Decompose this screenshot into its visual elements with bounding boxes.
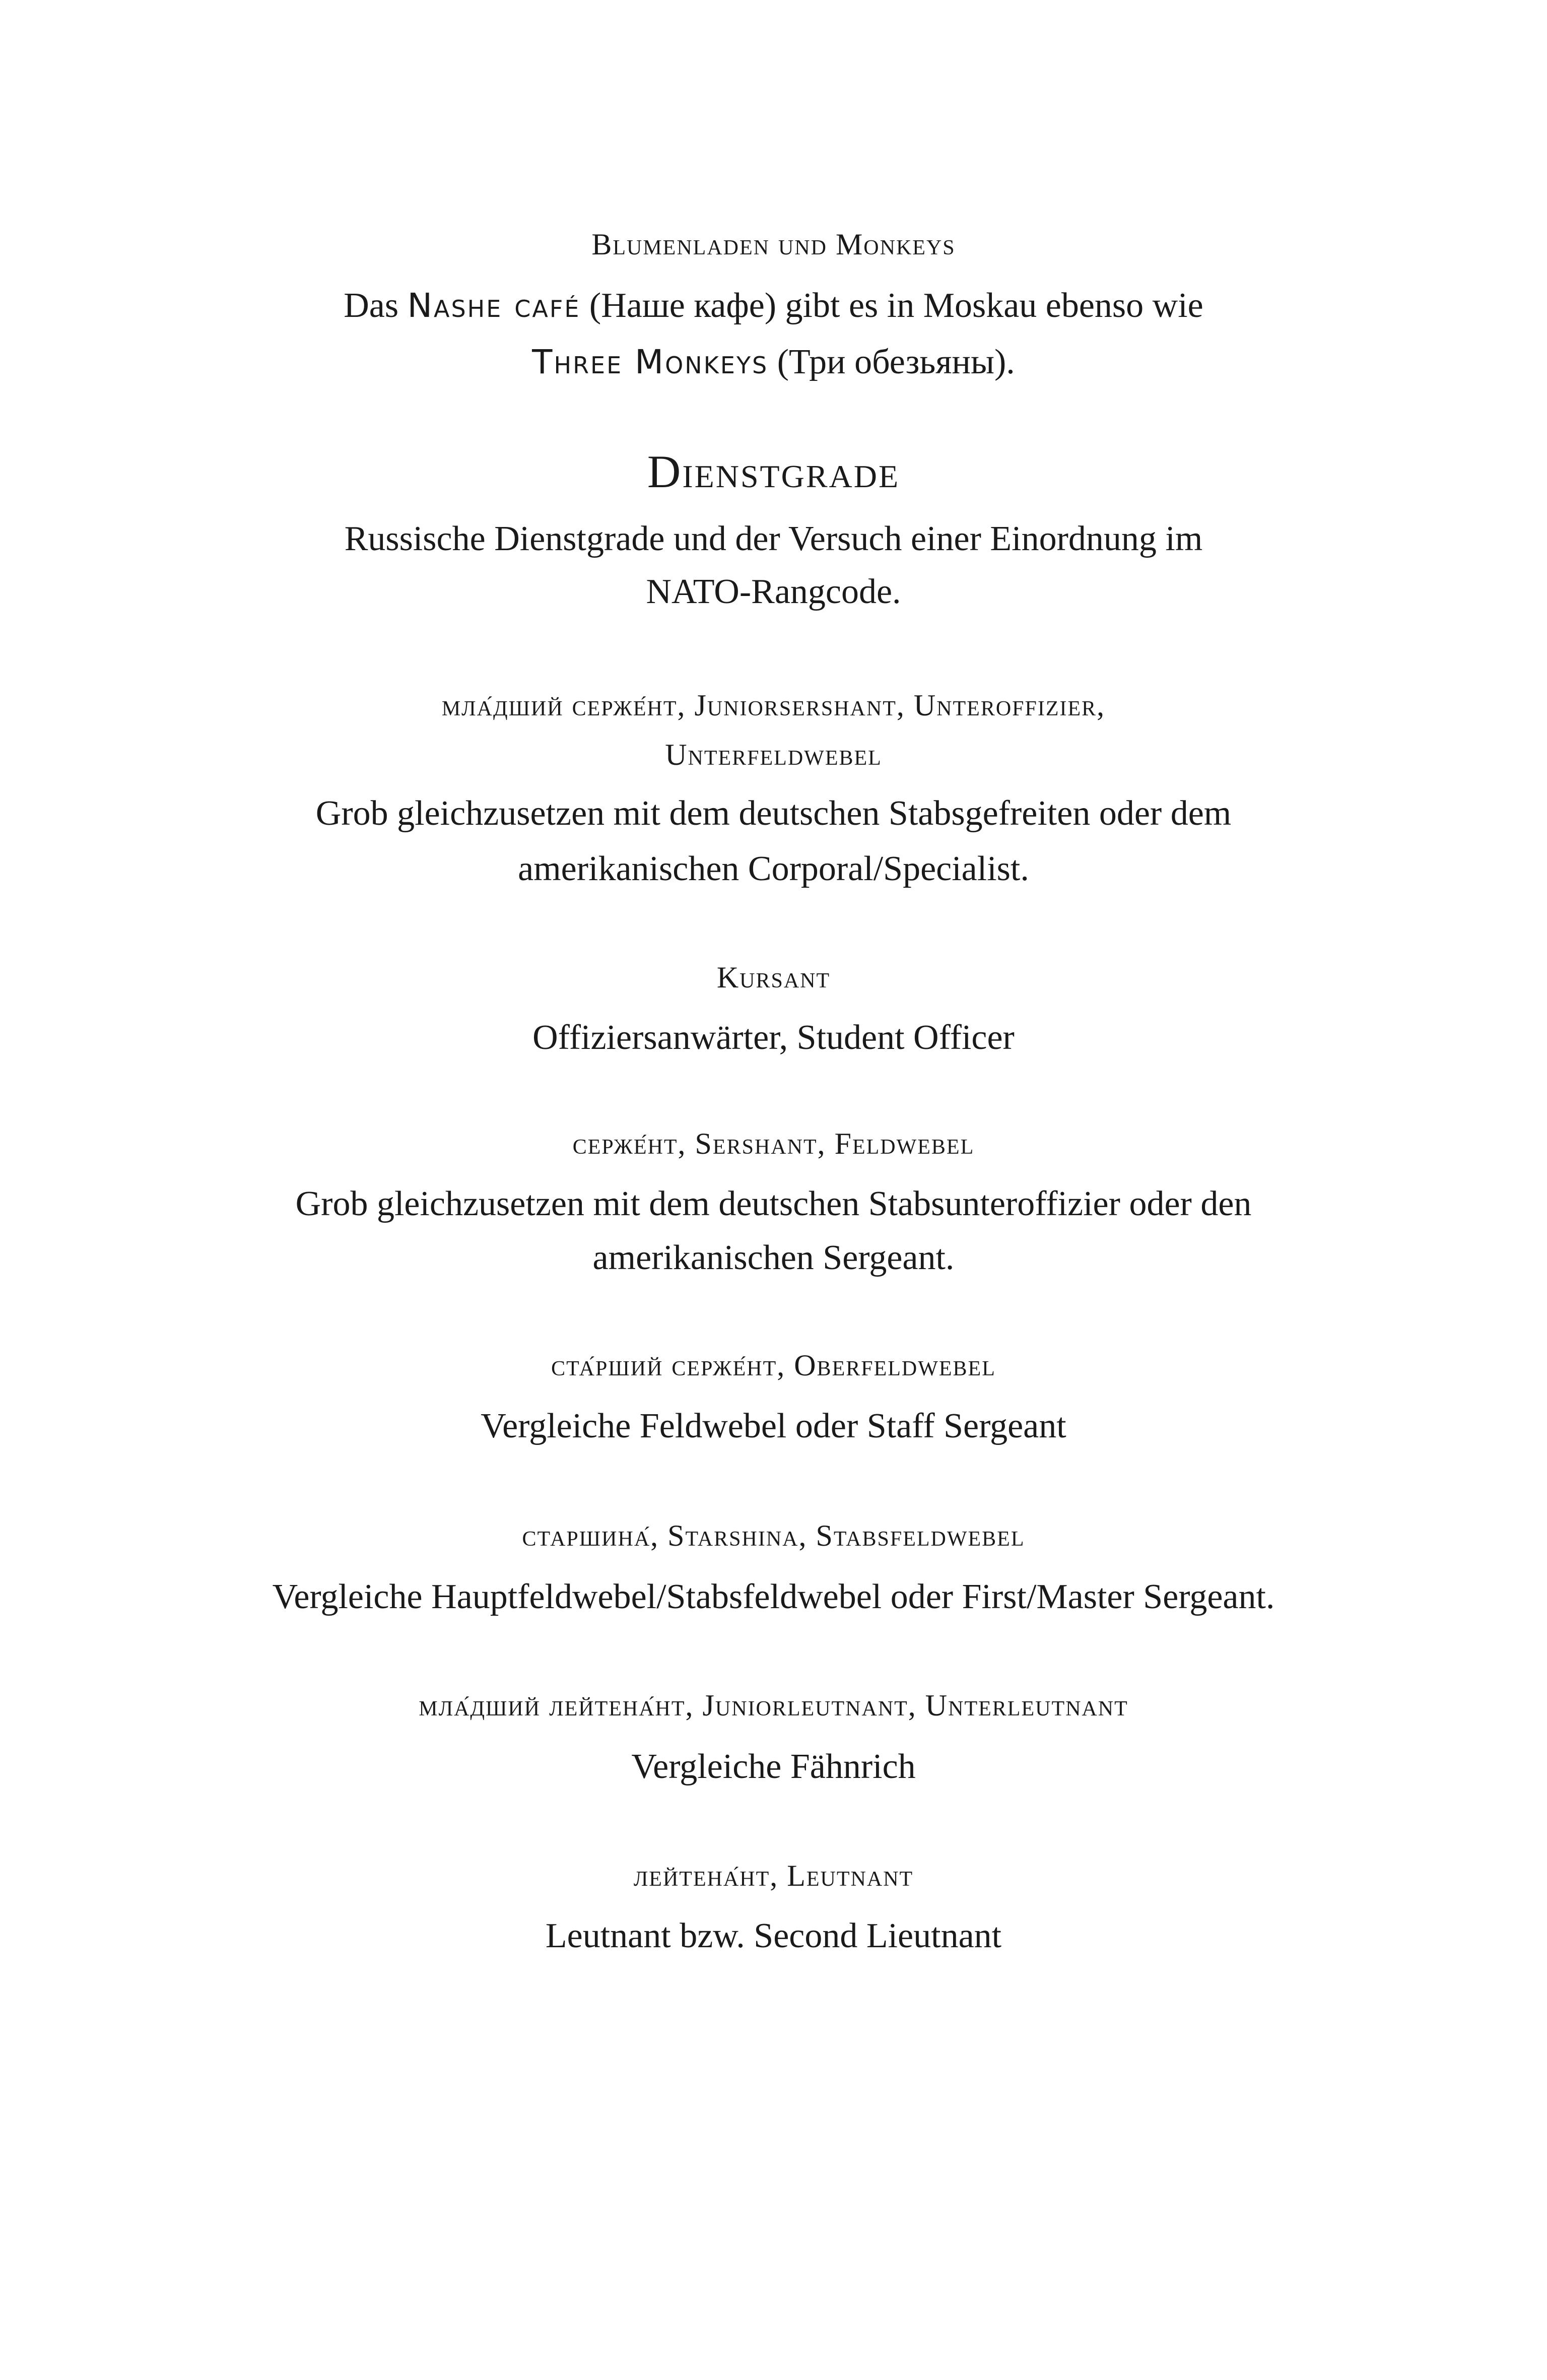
- intro-line: Russische Dienstgrade und der Versuch einer Einordnung im: [344, 519, 1203, 558]
- rank-description: Vergleiche Feldwebel oder Staff Sergeant: [481, 1407, 1066, 1445]
- intro-line: NATO-Rangcode.: [646, 572, 901, 611]
- rank-description: Grob gleichzusetzen mit dem deutschen Stabsgefreiten oder dem: [315, 794, 1232, 833]
- rank-heading: старшина́, Starshina, Stabsfeldwebel: [522, 1519, 1025, 1552]
- section-title-ranks: Dienstgrade: [647, 446, 900, 497]
- rank-description: amerikanischen Sergeant.: [592, 1238, 955, 1277]
- paragraph-line: [0, 345, 1547, 380]
- venue-name: Three Monkeys: [532, 343, 769, 381]
- rank-heading: мла́дший лейтена́нт, Juniorleutnant, Unterleutnant: [419, 1689, 1128, 1722]
- venue-name: Nashe café: [407, 286, 581, 325]
- rank-heading: мла́дший серже́нт, Juniorsershant, Unteroffizier,: [441, 689, 1106, 722]
- rank-heading: ста́рший серже́нт, Oberfeldwebel: [551, 1349, 996, 1382]
- rank-heading: лейтена́нт, Leutnant: [633, 1859, 914, 1892]
- rank-heading: серже́нт, Sershant, Feldwebel: [572, 1127, 975, 1160]
- rank-description: Grob gleichzusetzen mit dem deutschen Stabsunteroffizier oder den: [295, 1184, 1252, 1223]
- text-span: (Три обезьяны).: [768, 343, 1015, 381]
- rank-description: Vergleiche Fähnrich: [631, 1747, 916, 1786]
- paragraph-line: [0, 288, 1547, 323]
- rank-description: Vergleiche Hauptfeldwebel/Stabsfeldwebel oder First/Master Sergeant.: [272, 1577, 1275, 1616]
- rank-description: amerikanischen Corporal/Specialist.: [518, 849, 1029, 888]
- rank-heading: Kursant: [716, 961, 831, 994]
- rank-description: Offiziersanwärter, Student Officer: [532, 1018, 1015, 1057]
- rank-description: Leutnant bzw. Second Lieutnant: [545, 1916, 1002, 1955]
- rank-heading: Unterfeldwebel: [665, 738, 882, 771]
- section-heading-flower-shops: Blumenladen und Monkeys: [591, 228, 956, 261]
- text-span: Das: [344, 286, 408, 325]
- text-span: (Наше кафе) gibt es in Moskau ebenso wie: [580, 286, 1203, 325]
